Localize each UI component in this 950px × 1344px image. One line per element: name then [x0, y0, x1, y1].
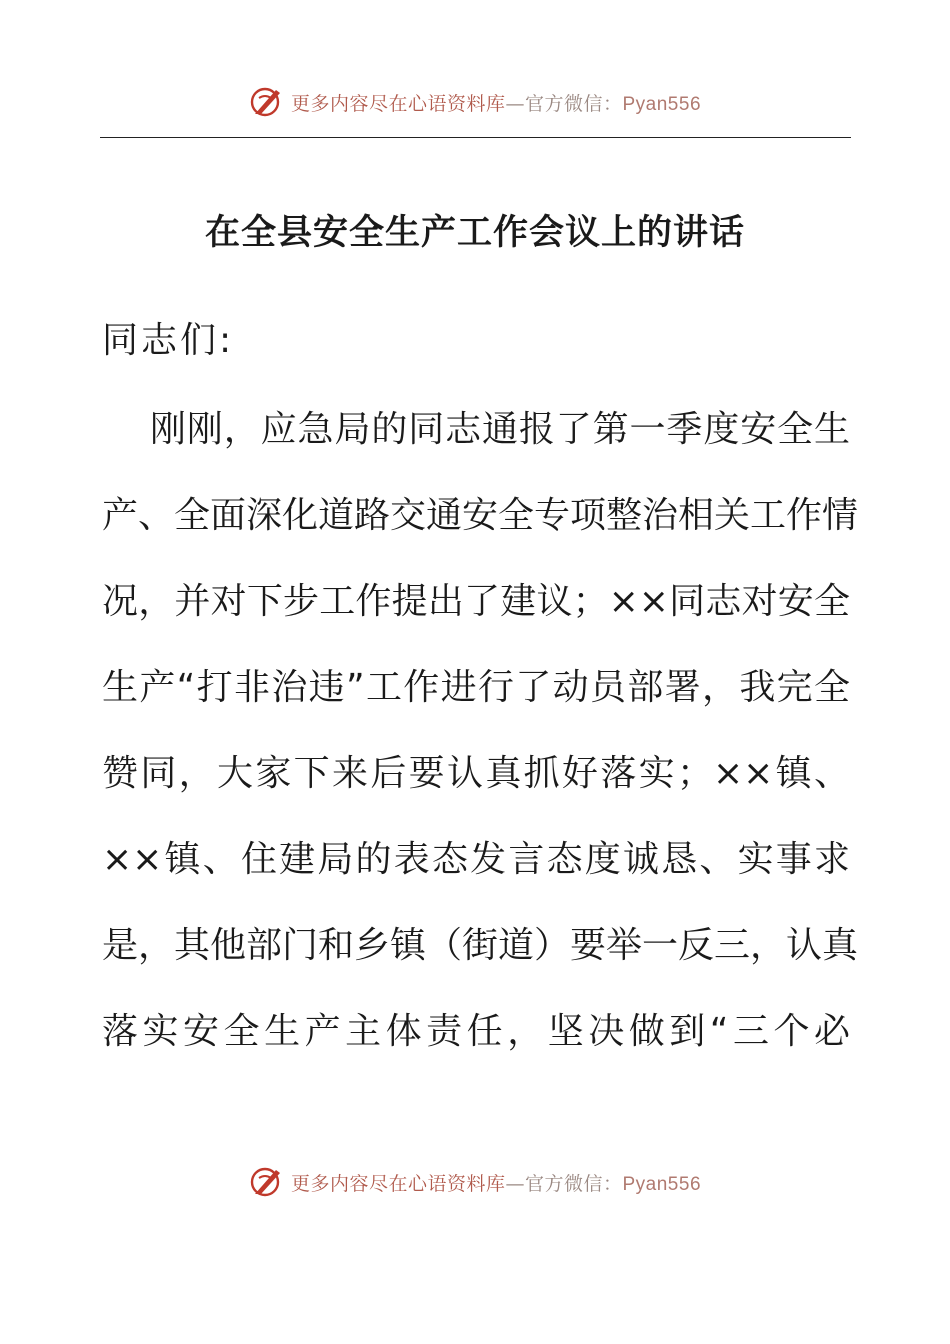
- quill-logo-icon: [249, 84, 285, 120]
- salutation: 同志们:: [102, 320, 235, 361]
- header-banner: [0, 80, 950, 124]
- banner-wechat-label: 官方微信：: [524, 1172, 623, 1195]
- banner-wechat-label: 官方微信：: [524, 92, 623, 115]
- banner-wechat-id: Pyan556: [622, 93, 702, 115]
- footer-banner: [0, 1160, 950, 1204]
- header-divider: [100, 137, 851, 138]
- paragraph-line: 是，其他部门和乡镇（街道）要举一反三，认真: [102, 925, 859, 966]
- banner-dash: —: [505, 1172, 525, 1195]
- paragraph-line: 刚刚，应急局的同志通报了第一季度安全生: [150, 409, 850, 450]
- paragraph-line: 赞同，大家下来后要认真抓好落实；××镇、: [102, 753, 850, 794]
- document-title: 在全县安全生产工作会议上的讲话: [204, 212, 745, 253]
- quill-logo-icon: [249, 1164, 285, 1200]
- body-paragraph: [102, 400, 859, 1088]
- banner-text: [291, 1169, 701, 1196]
- paragraph-line: 况，并对下步工作提出了建议；××同志对安全: [102, 581, 850, 622]
- paragraph-line: ××镇、住建局的表态发言态度诚恳、实事求: [102, 839, 850, 880]
- banner-wechat-id: Pyan556: [622, 1173, 702, 1195]
- banner-main-text: 更多内容尽在心语资料库: [290, 92, 506, 115]
- paragraph-line: 落实安全生产主体责任，坚决做到“三个必: [102, 1011, 850, 1052]
- banner-main-text: 更多内容尽在心语资料库: [290, 1172, 506, 1195]
- paragraph-line: 生产“打非治违”工作进行了动员部署，我完全: [102, 667, 850, 708]
- banner-text: [291, 89, 701, 116]
- banner-dash: —: [505, 92, 525, 115]
- paragraph-line: 产、全面深化道路交通安全专项整治相关工作情: [102, 495, 859, 536]
